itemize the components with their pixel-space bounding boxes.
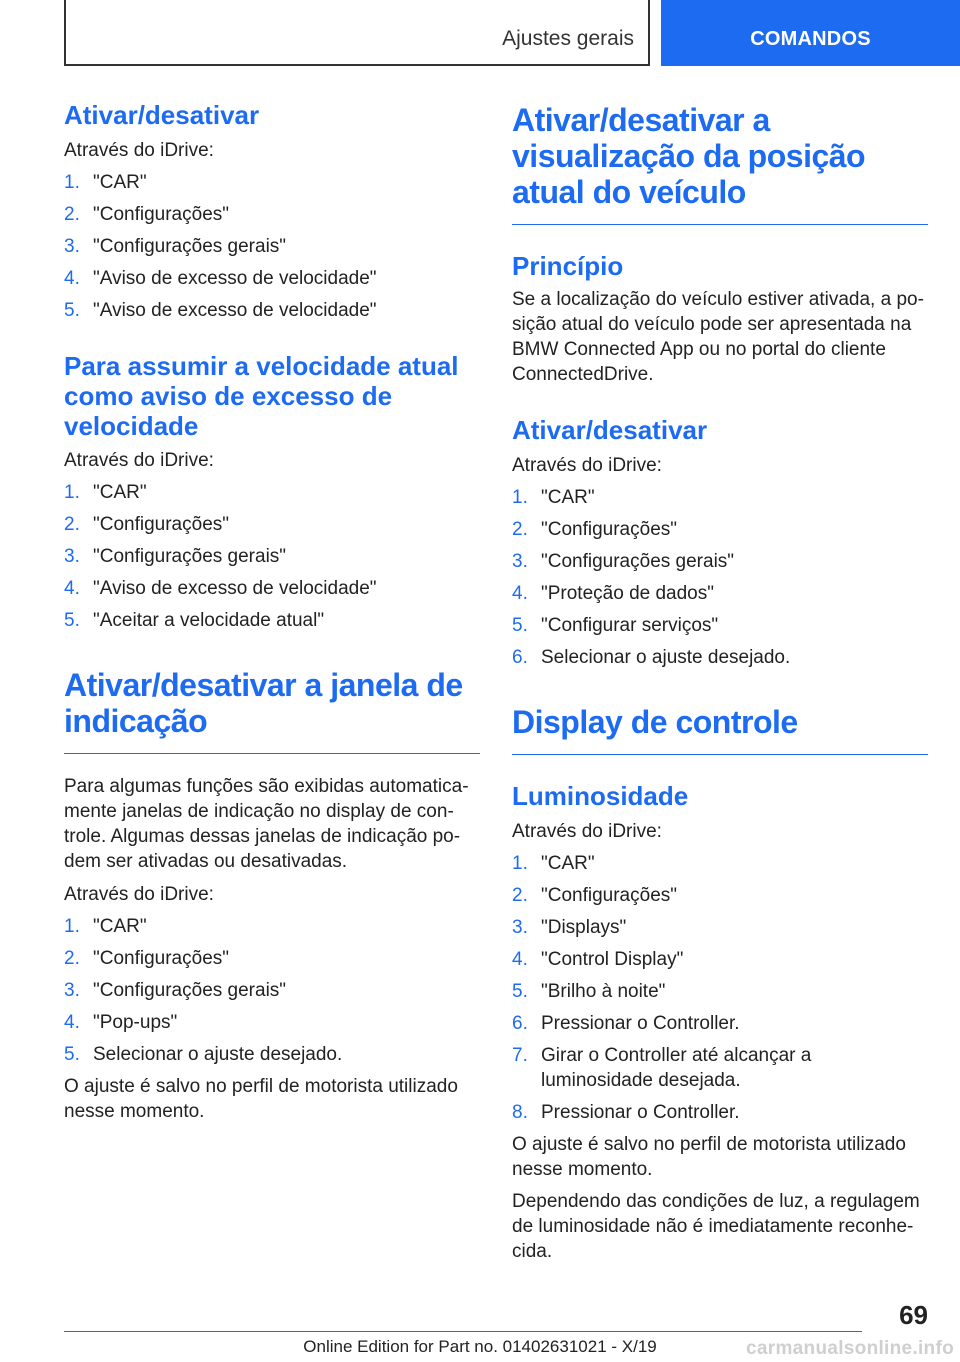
list-item: 3. "Configurações gerais" bbox=[64, 236, 287, 257]
list-item: 1. "CAR" bbox=[64, 172, 147, 193]
list-item: 1. "CAR" bbox=[512, 487, 595, 508]
list-item: 4. "Aviso de excesso de velocidade" bbox=[64, 578, 377, 599]
steps-list bbox=[512, 851, 928, 1125]
header-chapter-tab: COMANDOS bbox=[661, 0, 960, 66]
page-header bbox=[0, 0, 960, 66]
header-section-title: Ajustes gerais bbox=[502, 27, 634, 50]
page-number: 69 bbox=[899, 1300, 928, 1330]
section-heading: Para assumir a velocidade atual como aviso de excesso de velocidade bbox=[64, 351, 459, 441]
left-column bbox=[64, 100, 480, 1124]
footer-edition-text: Online Edition for Part no. 01402631021 - X/19 bbox=[303, 1337, 657, 1356]
steps-list bbox=[64, 170, 480, 323]
right-column bbox=[512, 100, 928, 1264]
list-item: 2. "Configurações" bbox=[512, 519, 678, 540]
list-item: 5. "Configurar serviços" bbox=[512, 615, 719, 636]
list-item: 5. "Brilho à noite" bbox=[512, 981, 666, 1002]
list-item: 4. "Pop-ups" bbox=[64, 1012, 178, 1033]
intro-text: Através do iDrive: bbox=[64, 450, 214, 471]
list-item: 5. "Aceitar a velocidade atual" bbox=[64, 610, 325, 631]
list-item: 2. "Configurações" bbox=[512, 885, 678, 906]
steps-list bbox=[64, 914, 480, 1067]
list-item: 1. "CAR" bbox=[512, 853, 595, 874]
list-item: 3. "Configurações gerais" bbox=[64, 980, 287, 1001]
list-item: 6. Selecionar o ajuste desejado. bbox=[512, 647, 791, 668]
intro-text: Através do iDrive: bbox=[512, 821, 662, 842]
body-paragraph: Para algumas funções são exibidas automaticamente janelas de indicação no display de controle. Algumas dessas janelas de indicação podem ser ativadas ou desativadas. bbox=[64, 776, 469, 872]
list-item: 3. "Displays" bbox=[512, 917, 627, 938]
list-item: 2. "Configurações" bbox=[64, 948, 230, 969]
chapter-heading: Display de controle bbox=[512, 704, 928, 755]
intro-text: Através do iDrive: bbox=[64, 884, 214, 905]
note-text: O ajuste é salvo no perfil de motorista utilizado nesse momento. bbox=[64, 1076, 458, 1122]
list-item: 5. Selecionar o ajuste desejado. bbox=[64, 1044, 343, 1065]
section-heading: Ativar/desativar bbox=[64, 100, 260, 130]
list-item: 5. "Aviso de excesso de velocidade" bbox=[64, 300, 377, 321]
footer-divider bbox=[64, 1331, 862, 1332]
section-heading: Ativar/desativar bbox=[512, 415, 708, 445]
watermark-logo: carmanualsonline.info bbox=[746, 1338, 954, 1359]
note-text: Dependendo das condições de luz, a regulagem de luminosidade não é imediatamente reconhecida. bbox=[512, 1191, 920, 1262]
list-item: 8. Pressionar o Controller. bbox=[512, 1102, 740, 1123]
intro-text: Através do iDrive: bbox=[64, 140, 214, 161]
header-section-box bbox=[64, 0, 650, 66]
list-item: 3. "Configurações gerais" bbox=[64, 546, 287, 567]
section-heading: Luminosidade bbox=[512, 781, 689, 811]
intro-text: Através do iDrive: bbox=[512, 455, 662, 476]
note-text: O ajuste é salvo no perfil de motorista utilizado nesse momento. bbox=[512, 1134, 906, 1180]
chapter-heading: Ativar/desativar a janela de indicação bbox=[64, 667, 480, 754]
chapter-heading: Ativar/desativar a visualização da posição atual do veículo bbox=[512, 100, 928, 225]
list-item: 6. Pressionar o Controller. bbox=[512, 1013, 740, 1034]
list-item: 4. "Aviso de excesso de velocidade" bbox=[64, 268, 377, 289]
list-item: 4. "Proteção de dados" bbox=[512, 583, 714, 604]
list-item: 4. "Control Display" bbox=[512, 949, 684, 970]
list-item: 1. "CAR" bbox=[64, 482, 147, 503]
body-paragraph: Se a localização do veículo estiver ativada, a posição atual do veículo pode ser apresentada na BMW Connected App ou no portal do cliente ConnectedDrive. bbox=[512, 289, 924, 385]
list-item: 2. "Configurações" bbox=[64, 204, 230, 225]
list-item: 3. "Configurações gerais" bbox=[512, 551, 735, 572]
steps-list bbox=[64, 480, 480, 633]
list-item: 1. "CAR" bbox=[64, 916, 147, 937]
section-heading: Princípio bbox=[512, 251, 624, 281]
list-item: 2. "Configurações" bbox=[64, 514, 230, 535]
steps-list bbox=[512, 485, 928, 670]
list-item: 7. Girar o Controller até alcançar a luminosidade desejada. bbox=[512, 1045, 812, 1091]
